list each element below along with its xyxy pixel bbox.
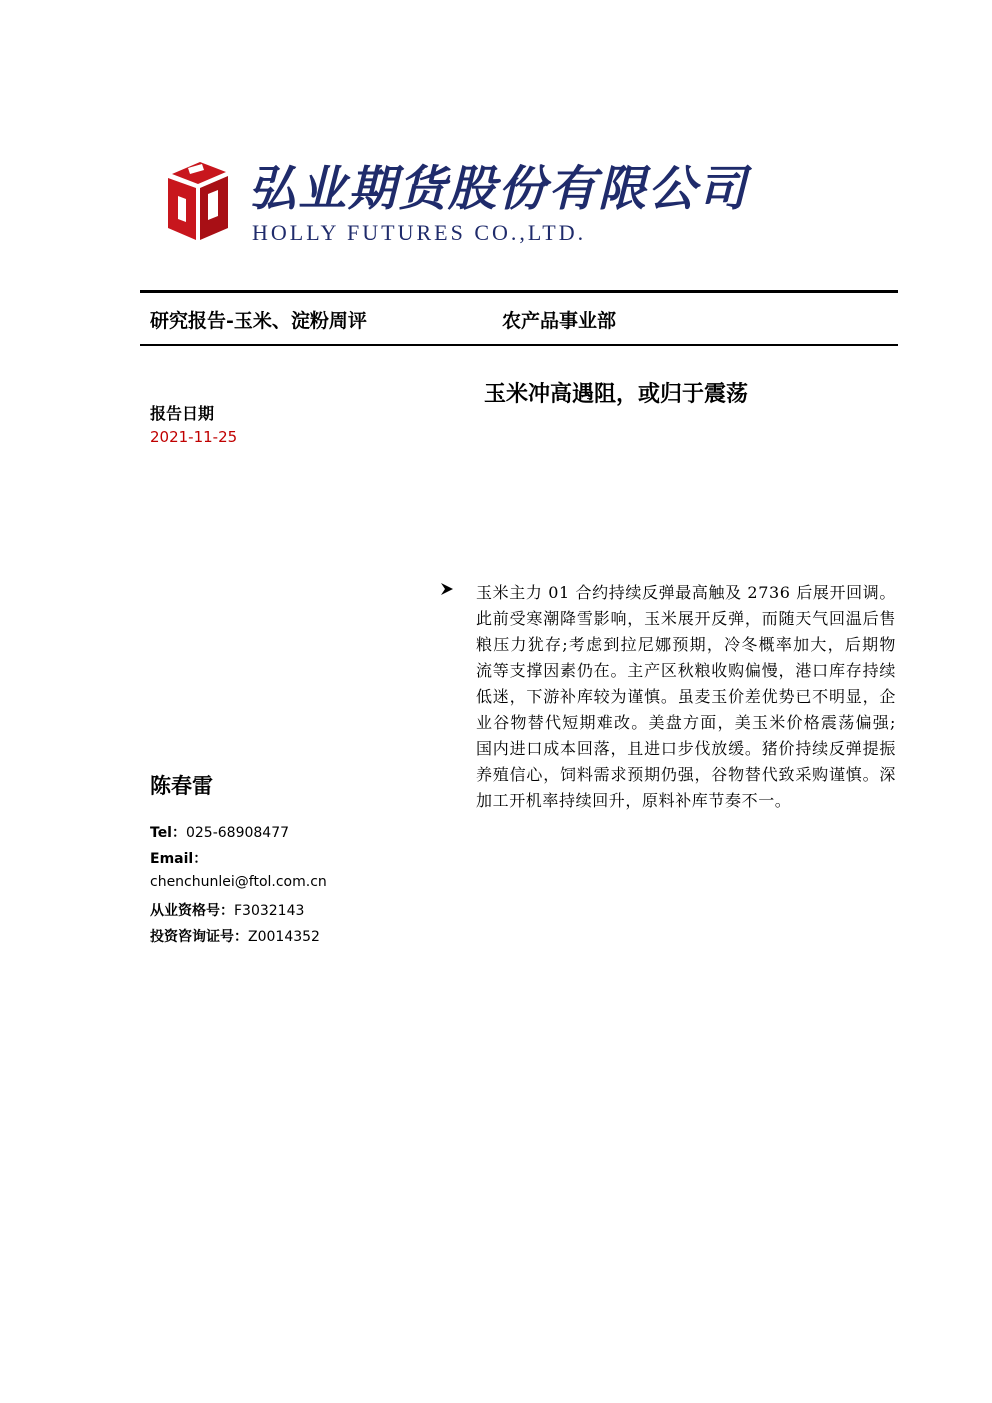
email-label: Email： xyxy=(150,851,208,867)
qualification-value: F3032143 xyxy=(234,903,305,919)
report-type: 研究报告-玉米、淀粉周评 xyxy=(150,310,367,332)
tel-label: Tel： xyxy=(150,825,186,841)
header-rule-top xyxy=(140,290,898,293)
analyst-email xyxy=(150,874,327,890)
department: 农产品事业部 xyxy=(502,310,617,332)
company-name-en: HOLLY FUTURES CO.,LTD. xyxy=(252,220,587,245)
company-logo-icon xyxy=(164,160,230,242)
tel-value: 025-68908477 xyxy=(185,825,290,841)
analyst-tel xyxy=(150,822,289,842)
summary-text: 玉米主力 01 合约持续反弹最高触及 2736 后展开回调。此前受寒潮降雪影响，玉米展开反弹，而随天气回温后售粮压力犹存;考虑到拉尼娜预期，冷冬概率加大，后期物流等支撑因素仍在。主产区秋粮收购偏慢，港口库存持续低迷，下游补库较为谨慎。虽麦玉价差优势已不明显，企业谷物替代短期难改。美盘方面，美玉米价格震荡偏强;国内进口成本回落，且进口步伐放缓。猪价持续反弹提振养殖信心，饲料需求预期仍强，谷物替代致采购谨慎。深加工开机率持续回升，原料补库节奏不一。 xyxy=(476,583,896,810)
analyst-email-label-row xyxy=(150,848,207,868)
company-logo xyxy=(164,160,749,248)
qualification-label: 从业资格号： xyxy=(150,903,234,919)
email-value: chenchunlei@ftol.com.cn xyxy=(150,874,327,890)
company-name-cn: 弘业期货股份有限公司 xyxy=(248,161,749,217)
consult-value: Z0014352 xyxy=(248,929,320,945)
report-date-label: 报告日期 xyxy=(150,404,215,423)
report-title: 玉米冲高遇阻，或归于震荡 xyxy=(484,381,749,407)
arrow-bullet-icon xyxy=(440,582,454,596)
analyst-consult xyxy=(150,926,320,946)
header-rule-bottom xyxy=(140,344,898,346)
analyst-name: 陈春雷 xyxy=(150,773,213,798)
report-date-value: 2021-11-25 xyxy=(150,428,238,446)
consult-label: 投资咨询证号： xyxy=(150,929,248,945)
analyst-qualification xyxy=(150,900,304,920)
